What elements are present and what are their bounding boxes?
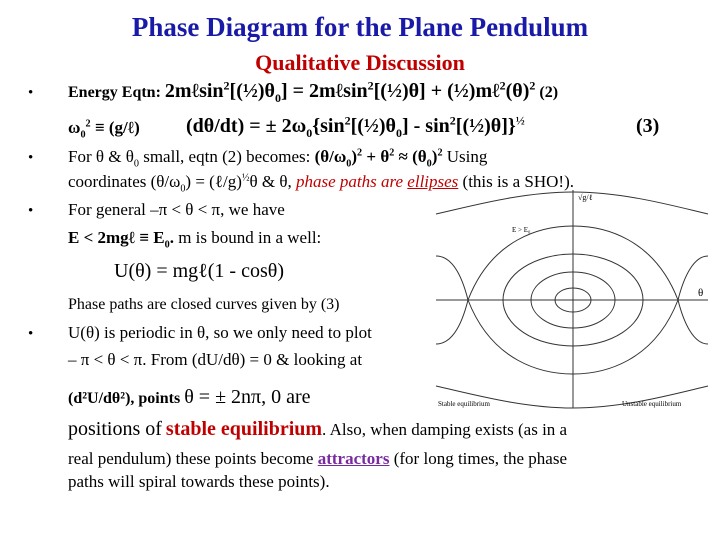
equation-number-3: (3)	[636, 115, 660, 137]
bullet-marker: •	[28, 150, 34, 166]
energy-equation-line	[68, 80, 558, 103]
coordinates-line: coordinates $(\theta/\omega_0)$ = (ℓ/g)$^{\frac{1}{2}}$θ & θ, phase paths are ellipses (this is a SHO!).	[68, 172, 574, 195]
bullet-marker: •	[28, 326, 34, 342]
omega-definition: $\omega_0^2$ ≡ (g/ℓ)	[68, 118, 140, 141]
bound-line: E < 2mgℓ ≡ $E_0$. m is bound in a well:	[68, 228, 322, 251]
spiral-line: paths will spiral towards these points).	[68, 472, 330, 491]
range-text: – π < θ < π. From (dU/dθ) = 0 & looking at	[68, 350, 363, 369]
energy-label: E > E₀	[512, 226, 531, 234]
damping-line: real pendulum) these points become attractors (for long times, the phase	[68, 449, 567, 468]
top-label: √g/ℓ	[578, 193, 593, 202]
phase-diagram	[432, 186, 714, 414]
periodic-text: U(θ) is periodic in θ, so we only need to plot	[68, 323, 372, 342]
closed-curves-text: Phase paths are closed curves given by (3)	[68, 296, 340, 313]
equilibrium-line: (d²U/dθ²), points θ = ± 2nπ, 0 are	[68, 386, 311, 408]
unstable-equilibrium-label: Unstable equilibrium	[622, 400, 682, 408]
small-angle-line: For θ & $\theta_0$ small, eqtn (2) becomes: $(\theta/\omega_0)^2 + \theta^2 \approx (\theta_0)^2$ Using	[68, 147, 488, 170]
bullet-marker: •	[28, 203, 34, 219]
stable-line: positions of stable equilibrium. Also, when damping exists (as in a	[68, 418, 568, 440]
potential-formula: U(θ) = mgℓ(1 - cosθ)	[114, 260, 284, 282]
page-subtitle: Qualitative Discussion	[255, 50, 465, 75]
page-title: Phase Diagram for the Plane Pendulum	[131, 12, 589, 42]
rotation-top	[436, 192, 708, 214]
equation-number-2: (2)	[539, 84, 559, 101]
energy-label: Energy Eqtn:	[68, 84, 161, 101]
axis-theta-label: θ	[698, 287, 704, 299]
stable-equilibrium-label: Stable equilibrium	[438, 400, 490, 408]
general-text: For general –π < θ < π, we have	[68, 200, 285, 219]
equation-3: (dθ/dt) = ± $2\omega_0\{\sin^2[(\frac{1}{2})\theta_0]$ - $\sin^2[(\frac{1}{2})\theta]\}^{\frac{1}{2}}$	[186, 113, 525, 140]
energy-equation: $2m\ell\sin^2[(\frac{1}{2})\theta_0]$ = 2mℓsin$^2$[(½)θ] + $(\frac{1}{2})m\ell^2(\theta)^2$	[164, 78, 536, 105]
bullet-marker: •	[28, 85, 34, 101]
